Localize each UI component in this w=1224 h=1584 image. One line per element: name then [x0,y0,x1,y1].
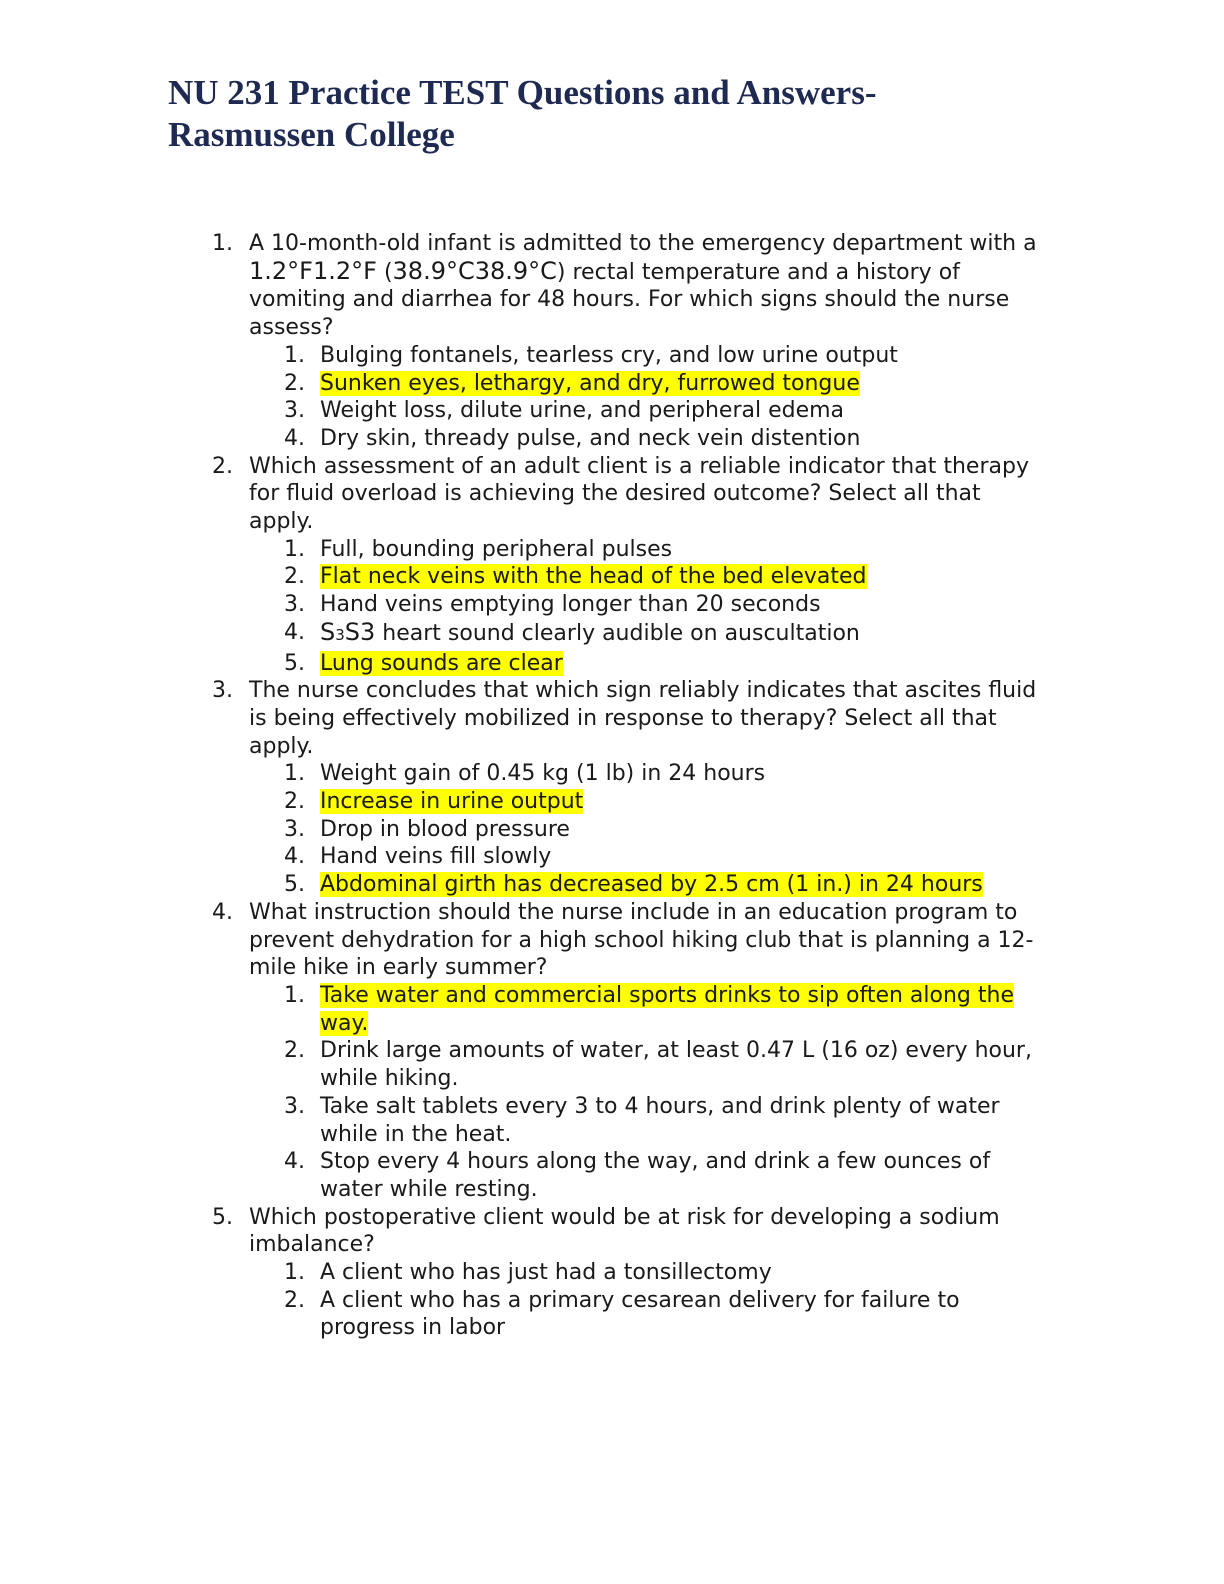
answer-number: 2. [284,789,305,815]
answer-number: 3. [284,1093,305,1119]
answer-option-correct [249,871,1042,899]
stem-text: A 10-month-old infant is admitted to the emergency department with a [249,231,1037,256]
answer-option-correct [249,650,1042,678]
answer-text-highlighted: Lung sounds are clear [320,650,563,676]
answer-number: 2. [284,370,305,396]
answer-number: 1. [284,982,305,1008]
answer-option [249,397,1042,425]
answer-number: 3. [284,816,305,842]
answer-option [249,425,1042,453]
answer-text-highlighted: Abdominal girth has decreased by 2.5 cm (1 in.) in 24 hours [320,872,983,898]
answer-text: Bulging fontanels, tearless cry, and low urine output [320,342,898,368]
answer-option [249,342,1042,370]
answer-text: Drop in blood pressure [320,816,570,842]
answer-option [249,760,1042,788]
answer-number: 3. [284,592,305,618]
answer-option [249,1093,1042,1148]
question-stem: Which assessment of an adult client is a reliable indicator that therapy for fluid overload is achieving the desired outcome? Select all that apply. [249,453,1029,535]
answer-text: A client who has just had a tonsillectomy [320,1260,772,1286]
answer-text: Hand veins fill slowly [320,844,552,870]
question-number: 4. [212,899,233,925]
temperature-fahrenheit: 1.2°F1.2°F [249,256,377,285]
answer-option [249,1287,1042,1342]
answer-number: 4. [284,425,305,451]
answer-list [249,982,1042,1204]
answer-text-highlighted: Take water and commercial sports drinks to sip often along the way. [320,982,1014,1036]
question-2 [212,453,1042,678]
answer-text: A client who has a primary cesarean delivery for failure to progress in labor [320,1287,960,1341]
title-line-2: Rasmussen College [168,115,455,154]
answer-number: 3. [284,398,305,424]
math-s3: S3 [344,617,376,646]
answer-list [249,536,1042,678]
answer-number: 5. [284,872,305,898]
question-number: 5. [212,1204,233,1230]
question-list [212,230,1042,1342]
question-stem: What instruction should the nurse include in an education program to prevent dehydration for a high school hiking club that is planning a 12-mile hike in early summer? [249,899,1034,981]
answer-option-correct [249,370,1042,398]
answer-number: 5. [284,650,305,676]
answer-list [249,342,1042,453]
answer-text: Drink large amounts of water, at least 0.47 L (16 oz) every hour, while hiking. [320,1038,1032,1092]
stem-text: ( [376,259,393,285]
question-1 [212,230,1042,453]
answer-text-highlighted: Flat neck veins with the head of the bed elevated [320,564,867,590]
answer-text: Hand veins emptying longer than 20 seconds [320,592,821,618]
answer-text: Take salt tablets every 3 to 4 hours, and drink plenty of water while in the heat. [320,1093,1000,1147]
answer-option [249,1148,1042,1203]
answer-option [249,816,1042,844]
math-subscript: 3 [335,625,345,644]
answer-option [249,843,1042,871]
question-number: 3. [212,678,233,704]
answer-text-highlighted: Sunken eyes, lethargy, and dry, furrowed tongue [320,370,860,396]
answer-number: 2. [284,564,305,590]
stem-text: ) rectal temperature and a history of vomiting and diarrhea for 48 hours. For which signs should the nurse assess? [249,259,1010,341]
answer-text-rest: heart sound clearly audible on auscultation [375,620,860,646]
answer-number: 4. [284,844,305,870]
question-4 [212,899,1042,1204]
question-stem: Which postoperative client would be at risk for developing a sodium imbalance? [249,1204,1000,1258]
answer-number: 2. [284,1038,305,1064]
answer-option-correct [249,982,1042,1037]
answer-number: 1. [284,536,305,562]
answer-option [249,619,1042,650]
question-stem [249,230,1042,342]
answer-text: Full, bounding peripheral pulses [320,536,673,562]
answer-number: 1. [284,1260,305,1286]
question-3 [212,677,1042,899]
document-title [168,72,1068,156]
math-s: S [320,617,336,646]
answer-number: 4. [284,1149,305,1175]
answer-text: Stop every 4 hours along the way, and drink a few ounces of water while resting. [320,1149,991,1202]
temperature-celsius: 38.9°C38.9°C [392,256,557,285]
answer-option [249,1259,1042,1287]
answer-number: 4. [284,619,305,645]
question-number: 1. [212,231,233,256]
answer-text: Weight loss, dilute urine, and peripheral edema [320,398,845,424]
answer-option-correct [249,563,1042,591]
answer-option [249,1037,1042,1092]
question-5 [212,1204,1042,1343]
answer-option [249,591,1042,619]
answer-text [320,617,860,646]
answer-number: 1. [284,342,305,368]
answer-text: Dry skin, thready pulse, and neck vein distention [320,425,861,451]
answer-option [249,536,1042,564]
answer-number: 1. [284,761,305,787]
answer-list [249,1259,1042,1342]
title-line-1: NU 231 Practice TEST Questions and Answers- [168,73,877,112]
question-stem: The nurse concludes that which sign reliably indicates that ascites fluid is being effectively mobilized in response to therapy? Select all that apply. [249,678,1037,759]
question-number: 2. [212,453,233,479]
answer-option-correct [249,788,1042,816]
answer-list [249,760,1042,899]
answer-number: 2. [284,1287,305,1313]
answer-text-highlighted: Increase in urine output [320,789,584,815]
answer-text: Weight gain of 0.45 kg (1 lb) in 24 hours [320,761,766,787]
